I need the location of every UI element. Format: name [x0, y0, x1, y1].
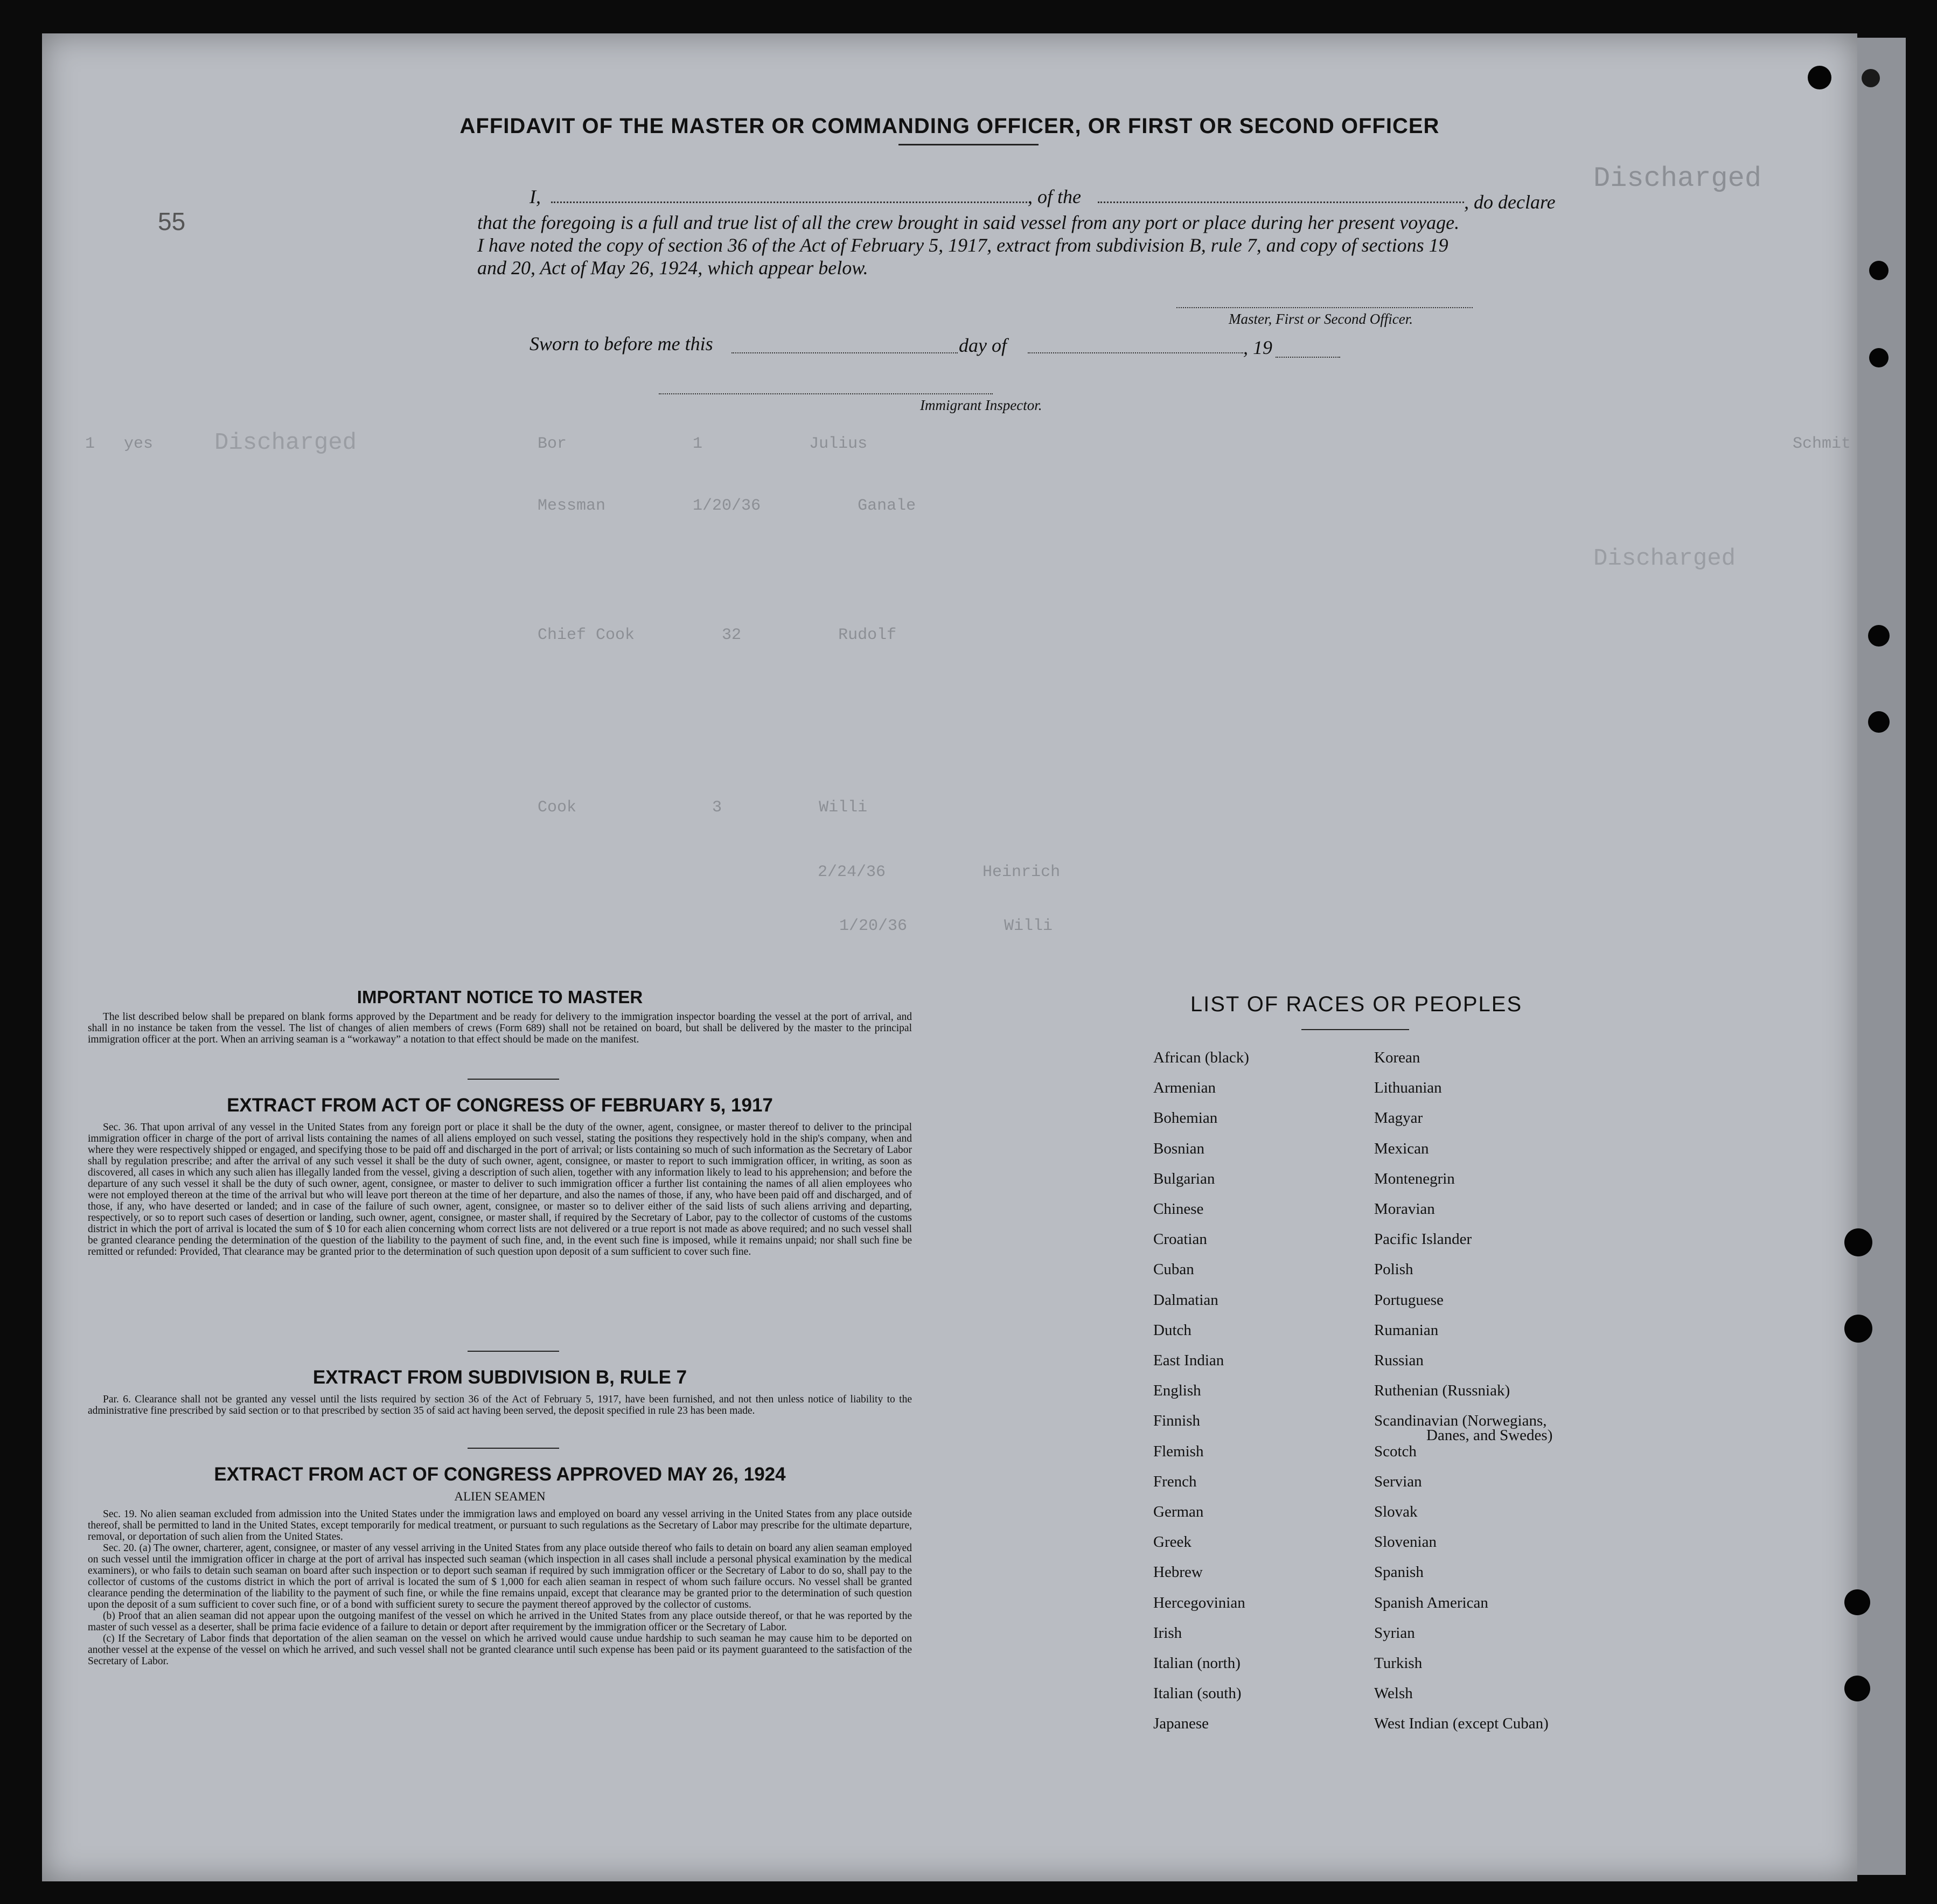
divider: [468, 1448, 559, 1449]
race-item: Rumanian: [1374, 1321, 1439, 1339]
race-item: Irish: [1153, 1624, 1182, 1642]
sec-20b-paragraph: (b) Proof that an alien seaman did not appear upon the outgoing manifest of the vessel on which he arrived in the United States from any place outside thereof, or that he was reported by the master of such vessel as a deserter, shall be prima facie evidence of a failure to detain or deport after requirement by the immigration officer or the Secretary of Labor.: [88, 1610, 912, 1633]
affidavit-title: AFFIDAVIT OF THE MASTER OR COMMANDING OFFICER, OR FIRST OR SECOND OFFICER: [459, 114, 1440, 138]
year-label: , 19: [1243, 337, 1272, 358]
race-item: Armenian: [1153, 1079, 1216, 1097]
affidavit-i-label: I,: [529, 186, 541, 207]
race-item: English: [1153, 1382, 1201, 1400]
race-item: Cuban: [1153, 1261, 1194, 1278]
race-item: Dalmatian: [1153, 1291, 1218, 1309]
extract-1917-body: [88, 1122, 912, 1257]
race-item: Slovak: [1374, 1503, 1418, 1520]
master-signature-label: Master, First or Second Officer.: [1229, 311, 1413, 327]
race-item: Polish: [1374, 1261, 1413, 1278]
extract-rule7-title: EXTRACT FROM SUBDIVISION B, RULE 7: [312, 1367, 687, 1388]
punch-hole: [1844, 1228, 1872, 1256]
race-item: French: [1153, 1472, 1197, 1490]
race-item: Spanish American: [1374, 1594, 1488, 1611]
divider: [468, 1079, 559, 1080]
race-item: Scotch: [1374, 1442, 1417, 1460]
notice-body: [88, 1011, 912, 1045]
affidavit-line-2: that the foregoing is a full and true list of all the crew brought in said vessel from any port or place during her present voyage.: [477, 212, 1460, 233]
day-of-label: day of: [959, 335, 1007, 356]
races-title: LIST OF RACES OR PEOPLES: [1190, 992, 1523, 1016]
extract-1917-title: EXTRACT FROM ACT OF CONGRESS OF FEBRUARY 5, 1917: [227, 1095, 773, 1116]
race-item: Ruthenian (Russniak): [1374, 1382, 1510, 1400]
punch-hole: [1862, 69, 1880, 87]
race-item: Korean: [1374, 1049, 1420, 1066]
extract-1917-paragraph: Sec. 36. That upon arrival of any vessel in the United States from any foreign port or place it shall be the duty of the owner, agent, consignee, or master thereof to deliver to the principal immigration officer in charge of the port of arrival lists containing the names of all aliens employed on such vessel, stating the positions they respectively hold in the ship's company, when and where they were respectively shipped or engaged, and specifying those to be paid off and discharged in the port of arrival; or lists containing so much of such information as the Secretary of Labor shall by regulation prescribe; and after the arrival of any such vessel it shall be the duty of such owner, agent, consignee, or master to report to such immigration officer, in writing, as soon as discovered, all cases in which any such alien has illegally landed from the vessel, giving a description of such alien, together with any information likely to lead to his apprehension; and before the departure of any such vessel it shall be the duty of such owner, agent, consignee, or master to deliver to such immigration officer a further list containing the names of all alien employees who were not employed thereon at the time of the arrival but who will leave port thereon at the time of her departure, and also the names of those, if any, who have been paid off and discharged, and of those, if any, who have deserted or landed; and in case of the failure of such owner, agent, consignee, or master so to deliver either of the said lists of such aliens arriving and departing, respectively, or so to report such cases of desertion or landing, such owner, agent, consignee, or master shall, if required by the Secretary of Labor, pay to the collector of customs of the customs district in which the port of arrival is located the sum of $ 10 for each alien concerning whom correct lists are not delivered or a true report is not made as above required; and no such vessel shall be granted clearance pending the determination of the question of the liability to the payment of such fine, and, in the event such fine is imposed, while it remains unpaid; nor shall such fine be remitted or refunded: Provided, That clearance may be granted prior to the determination of such question upon deposit of a sum sufficient to cover such fine.: [88, 1122, 912, 1257]
punch-hole: [1868, 625, 1890, 647]
race-item: Welsh: [1374, 1685, 1413, 1703]
race-item: Lithuanian: [1374, 1079, 1442, 1097]
sworn-label: Sworn to before me this: [529, 333, 713, 355]
race-item: Mexican: [1374, 1139, 1429, 1157]
race-item: Greek: [1153, 1533, 1192, 1551]
document-page: Discharged Discharged Discharged Bor 1 Julius Messman 1/20/36 Ganale Chief Cook 32 Rudolf Cook 3 Willi 2/24/36 Heinrich 1/20/36 Willi 1 yes Schmit AFFIDAVIT OF THE MASTER OR COMMANDING OFFICER, OR FIRST OR SECOND OFFICER I, , of the , do declare that the foregoing is a full and true list of all the crew brought in said vessel from any port or place during her present voyage. I have noted the copy of section 36 of the Act of February 5, 1917, extract from subdivision B, rule 7, and copy of sections 19 and 20, Act of May 26, 1924, which appear below. 55 Master, First or Second Officer. Sworn to before me this day of , 19 Immigrant Inspector. IMPORTANT NOTICE TO MASTER The list described below shall be prepared on blank forms approved by the Department and be ready for delivery to the immigration inspector boarding the vessel at the port of arrival, and shall in no instance be taken from the vessel. The list of changes of alien members of crews (Form 689) shall not be retained on board, but shall be delivered by the master to the principal immigration officer at the port. When an arriving seaman is a “workaway” a notation to that effect should be made on the manifest. EXTRACT FROM ACT OF CONGRESS OF FEBRUARY 5, 1917 Sec. 36. That upon arrival of any vessel in the United States from any foreign port or place it shall be the duty of the owner, agent, consignee, or master thereof to deliver to the principal immigration officer in charge of the port of arrival lists containing the names of all aliens employed on such vessel, stating the positions they respectively hold in the ship's company, when and where they were respectively shipped or engaged, and specifying those to be paid off and discharged in the port of arrival; or lists containing so much of such information as the Secretary of Labor shall by regulation prescribe; and after the arrival of any such vessel it shall be the duty of such owner, agent, consignee, or master to report to such immigration officer, in writing, as soon as discovered, all cases in which any such alien has illegally landed from the vessel, giving a description of such alien, together with any information likely to lead to his apprehension; and before the departure of any such vessel it shall be the duty of such owner, agent, consignee, or master to deliver to such immigration officer a further list containing the names of all alien employees who were not employed thereon at the time of the arrival but who will leave port thereon at the time of her departure, and also the names of those, if any, who have been paid off and discharged, and of those, if any, who have deserted or landed; and in case of the failure of such owner, agent, consignee, or master so to deliver either of the said lists of such aliens arriving and departing, respectively, or so to report such cases of desertion or landing, such owner, agent, consignee, or master shall, if required by the Secretary of Labor, pay to the collector of customs of the customs district in which the port of arrival is located the sum of $ 10 for each alien concerning whom correct lists are not delivered or a true report is not made as above required; and no such vessel shall be granted clearance pending the determination of the question of the liability to the payment of such fine, and, in the event such fine is imposed, while it remains unpaid; nor shall such fine be remitted or refunded: Provided, That clearance may be granted prior to the determination of such question upon deposit of a sum sufficient to cover such fine. EXTRACT FROM SUBDIVISION B, RULE 7 Par. 6. Clearance shall not be granted any vessel until the lists required by section 36 of the Act of February 5, 1917, have been furnished, and not then unless notice of liability to the administrative fine prescribed by said section or to that prescribed by section 35 of said act having been served, the deposit specified in rule 23 has been made. EXTRACT FROM ACT OF CONGRESS APPROVED MAY 26, 1924 ALIEN SEAMEN Sec. 19. No alien seaman excluded from admission into the United States under the immigration laws and employed on board any vessel arriving in the United States from any place outside thereof, shall be permitted to land in the United States, except temporarily for medical treatment, or pursuant to such regulations as the Secretary of Labor may prescribe for the ultimate departure, removal, or deportation of such alien from the United States. Sec. 20. (a) The owner, charterer, agent, consignee, or master of any vessel arriving in the United States from any place outside thereof who fails to detain on board any alien seaman employed on such vessel until the immigration officer in charge at the port of arrival has inspected such seaman (which inspection in all cases shall include a personal physical examination by the medical examiners), or who fails to detain such seaman on board after such inspection or to deport such seaman if required by such immigration officer or the Secretary of Labor to do so, shall pay to the collector of customs of the customs district in which the port of arrival is located the sum of $ 1,000 for each alien seaman in respect of whom such failure occurs. No vessel shall be granted clearance pending the determination of the liability to the payment of such fine, or while the fine remains unpaid, except that clearance may be granted prior to the determination of such question upon the deposit of a sum sufficient to cover such fine, or of a bond with sufficient surety to secure the payment thereof approved by the collector of customs. (b) Proof that an alien seaman did not appear upon the outgoing manifest of the vessel on which he arrived in the United States from any place outside thereof, or that he was reported by the master of such vessel as a deserter, shall be prima facie evidence of a failure to detain or deport after requirement by the immigration officer or the Secretary of Labor. (c) If the Secretary of Labor finds that deportation of the alien seaman on the vessel on which he arrived would cause undue hardship to such seaman he may cause him to be deported on another vessel at the expense of the vessel on which he arrived, and such vessel shall not be granted clearance until such expense has been paid or its payment guaranteed to the satisfaction of the Secretary of Labor. LIST OF RACES OR PEOPLES African (black) Armenian Bohemian Bosnian Bulgarian Chinese Croatian Cuban Dalmatian Dutch East Indian English Finnish Flemish French German Greek Hebrew Hercegovinian Irish Italian (north) Italian (south) Japanese Korean Lithuanian Magyar Mexican Montenegrin Moravian Pacific Islander Polish Portuguese Rumanian Russian Ruthenian (Russniak) Scandinavian (Norwegians, Danes, and Swedes) Scotch Servian Slovak Slovenian Spanish Spanish American Syrian Turkish Welsh West Indian (except Cuban): [42, 33, 1857, 1881]
race-item: Slovenian: [1374, 1533, 1437, 1551]
race-item: Dutch: [1153, 1321, 1192, 1339]
affidavit-line-4: and 20, Act of May 26, 1924, which appear below.: [477, 257, 868, 279]
notice-title: IMPORTANT NOTICE TO MASTER: [357, 987, 643, 1007]
race-item: Moravian: [1374, 1200, 1435, 1218]
race-item: West Indian (except Cuban): [1374, 1715, 1549, 1733]
sec-20a-paragraph: Sec. 20. (a) The owner, charterer, agent, consignee, or master of any vessel arriving in the United States from any place outside thereof who fails to detain on board any alien seaman employed on such vessel until the immigration officer in charge at the port of arrival has inspected such seaman (which inspection in all cases shall include a personal physical examination by the medical examiners), or who fails to detain such seaman on board after such inspection or to deport such seaman if required by such immigration officer or the Secretary of Labor to do so, shall pay to the collector of customs of the customs district in which the port of arrival is located the sum of $ 1,000 for each alien seaman in respect of whom such failure occurs. No vessel shall be granted clearance pending the determination of the liability to the payment of such fine, or while the fine remains unpaid, except that clearance may be granted prior to the determination of such question upon the deposit of a sum sufficient to cover such fine, or of a bond with sufficient surety to secure the payment thereof approved by the collector of customs.: [88, 1542, 912, 1610]
sworn-year-blank[interactable]: [1276, 357, 1340, 358]
vessel-blank[interactable]: [1098, 201, 1464, 203]
extract-1924-title: EXTRACT FROM ACT OF CONGRESS APPROVED MAY 26, 1924: [214, 1464, 786, 1485]
race-item: German: [1153, 1503, 1204, 1520]
race-item: Spanish: [1374, 1563, 1424, 1581]
affidavit-line-3: I have noted the copy of section 36 of the Act of February 5, 1917, extract from subdivision B, rule 7, and copy of sections 19: [477, 234, 1448, 256]
race-item: Bosnian: [1153, 1139, 1205, 1157]
race-item: Italian (south): [1153, 1685, 1242, 1703]
race-item: Servian: [1374, 1472, 1422, 1490]
title-rule: [898, 144, 1039, 145]
race-item: Flemish: [1153, 1442, 1204, 1460]
race-item: Japanese: [1153, 1715, 1209, 1733]
race-item: Croatian: [1153, 1231, 1207, 1248]
name-blank[interactable]: [551, 201, 1030, 203]
races-rule: [1301, 1029, 1409, 1030]
punch-hole: [1869, 261, 1889, 280]
punch-hole: [1868, 711, 1890, 733]
punch-hole: [1844, 1676, 1870, 1701]
sec-19-paragraph: Sec. 19. No alien seaman excluded from admission into the United States under the immigration laws and employed on board any vessel arriving in the United States from any place outside thereof, shall be permitted to land in the United States, except temporarily for medical treatment, or pursuant to such regulations as the Secretary of Labor may prescribe for the ultimate departure, removal, or deportation of such alien from the United States.: [88, 1509, 912, 1542]
divider: [468, 1351, 559, 1352]
sworn-day-blank[interactable]: [731, 352, 958, 353]
punch-hole: [1844, 1315, 1872, 1343]
sec-20c-paragraph: (c) If the Secretary of Labor finds that deportation of the alien seaman on the vessel on which he arrived would cause undue hardship to such seaman he may cause him to be deported on another vessel at the expense of the vessel on which he arrived, and such vessel shall not be granted clearance until such expense has been paid or its payment guaranteed to the satisfaction of the Secretary of Labor.: [88, 1633, 912, 1667]
race-item: Pacific Islander: [1374, 1231, 1472, 1248]
race-item: African (black): [1153, 1049, 1249, 1066]
race-item: Hebrew: [1153, 1563, 1203, 1581]
extract-rule7-paragraph: Par. 6. Clearance shall not be granted any vessel until the lists required by section 36 of the Act of February 5, 1917, have been furnished, and not then unless notice of liability to the administrative fine prescribed by said section or to that prescribed by section 35 of said act having been served, the deposit specified in rule 23 has been made.: [88, 1394, 912, 1416]
race-item: Bohemian: [1153, 1109, 1218, 1127]
race-item: Finnish: [1153, 1412, 1201, 1430]
punch-hole: [1869, 348, 1889, 367]
inspector-signature-blank[interactable]: [659, 393, 993, 394]
race-item: Italian (north): [1153, 1655, 1241, 1672]
race-item: Portuguese: [1374, 1291, 1444, 1309]
race-item: Russian: [1374, 1352, 1424, 1369]
extract-1924-subtitle: ALIEN SEAMEN: [454, 1490, 546, 1503]
inspector-label: Immigrant Inspector.: [920, 397, 1042, 413]
master-signature-blank[interactable]: [1176, 307, 1473, 308]
sworn-month-blank[interactable]: [1028, 352, 1243, 353]
punch-hole: [1844, 1589, 1870, 1615]
race-item: Chinese: [1153, 1200, 1204, 1218]
race-item: Magyar: [1374, 1109, 1423, 1127]
race-item: Danes, and Swedes): [1426, 1427, 1553, 1444]
extract-rule7-body: [88, 1394, 912, 1416]
affidavit-of-the-label: , of the: [1028, 186, 1081, 207]
notice-paragraph: The list described below shall be prepared on blank forms approved by the Department and be ready for delivery to the immigration inspector boarding the vessel at the port of arrival, and shall in no instance be taken from the vessel. The list of changes of alien members of crews (Form 689) shall not be retained on board, but shall be delivered by the master to the principal immigration officer at the port. When an arriving seaman is a “workaway” a notation to that effect should be made on the manifest.: [88, 1011, 912, 1045]
race-item: East Indian: [1153, 1352, 1224, 1369]
punch-hole: [1808, 66, 1831, 89]
handwritten-page-number: 55: [158, 207, 186, 235]
race-item: Bulgarian: [1153, 1170, 1215, 1187]
race-item: Montenegrin: [1374, 1170, 1455, 1187]
race-item: Turkish: [1374, 1655, 1423, 1672]
race-item: Syrian: [1374, 1624, 1415, 1642]
affidavit-declare-label: , do declare: [1464, 191, 1556, 213]
race-item: Hercegovinian: [1153, 1594, 1245, 1611]
extract-1924-body: [88, 1509, 912, 1667]
race-item: Scandinavian (Norwegians,: [1374, 1412, 1547, 1430]
